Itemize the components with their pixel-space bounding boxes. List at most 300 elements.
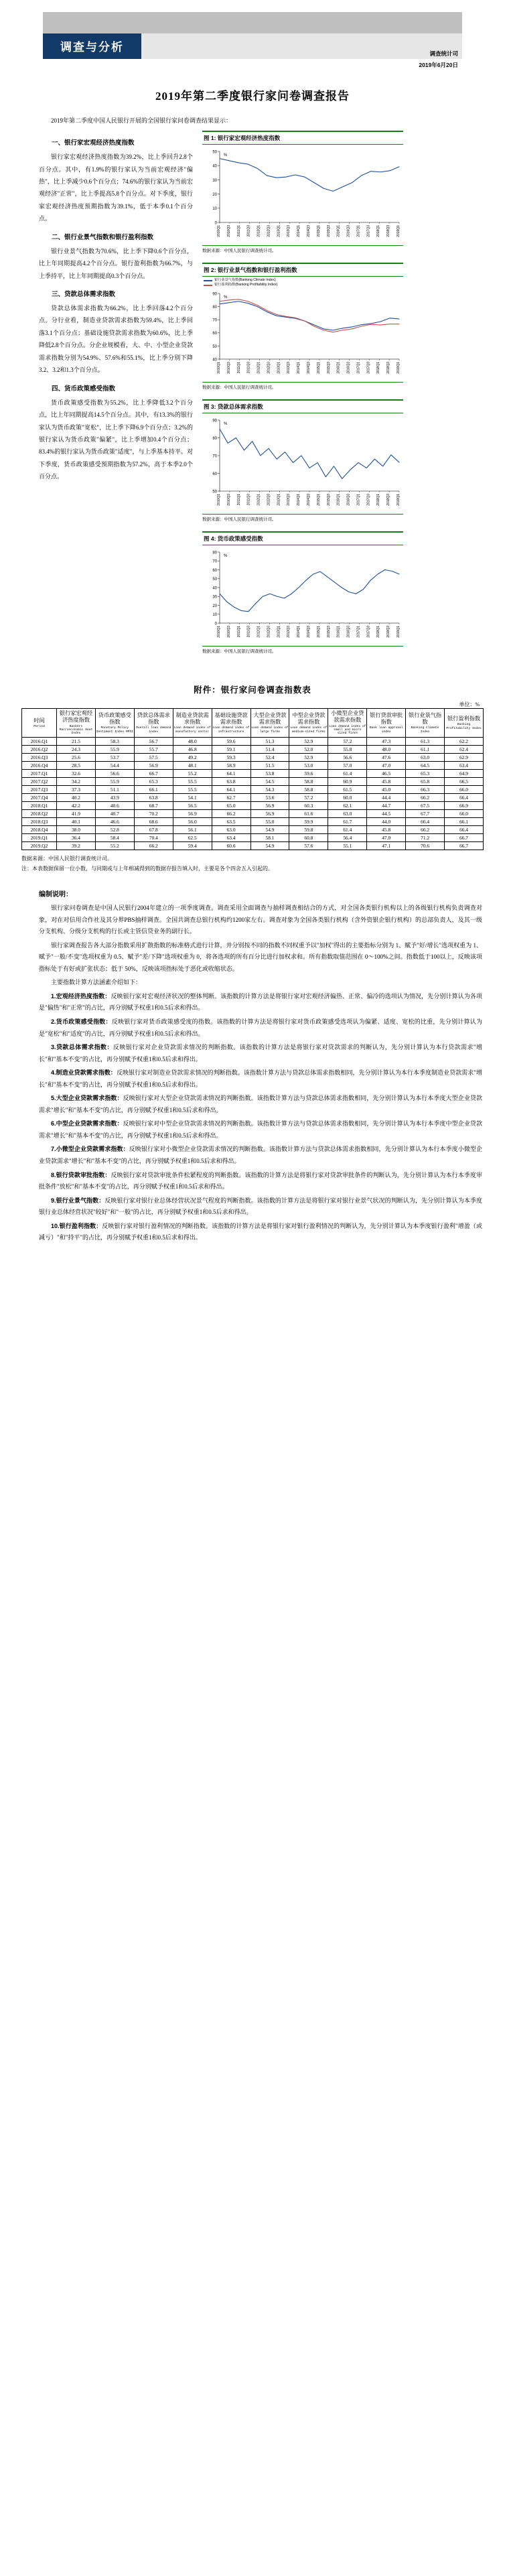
table-cell-value: 56.7 xyxy=(134,737,173,745)
table-cell-value: 58.4 xyxy=(95,833,134,841)
explanation-item-title: 5.大型企业贷款需求指数： xyxy=(51,1095,123,1102)
table-cell-value: 57.2 xyxy=(328,737,367,745)
col-label-cn: 货币政策感受指数 xyxy=(98,711,131,726)
table-cell-value: 40.6 xyxy=(95,801,134,809)
table-cell-period: 2018.Q4 xyxy=(22,825,57,833)
col-label-en: Overall loan demand index xyxy=(136,726,171,734)
table-cell-value: 44.0 xyxy=(367,817,406,825)
table-cell-value: 61.3 xyxy=(406,737,445,745)
table-cell-value: 40.1 xyxy=(57,817,96,825)
svg-text:2017Q3: 2017Q3 xyxy=(366,225,371,237)
svg-text:2010Q3: 2010Q3 xyxy=(226,494,231,506)
svg-text:2018Q1: 2018Q1 xyxy=(376,362,381,374)
svg-text:2018Q1: 2018Q1 xyxy=(376,494,381,506)
table-cell-value: 55.8 xyxy=(328,745,367,753)
table-cell-value: 52.9 xyxy=(289,753,328,761)
table-cell-value: 66.2 xyxy=(406,793,445,801)
section-heading-1: 一、银行家宏观经济热度指数 xyxy=(52,139,135,147)
index-table-col-8 xyxy=(328,709,367,738)
index-table-col-6 xyxy=(250,709,289,738)
svg-text:2015Q3: 2015Q3 xyxy=(326,494,331,506)
table-cell-value: 58.3 xyxy=(95,737,134,745)
figure-2-chart xyxy=(202,288,403,382)
svg-text:2013Q1: 2013Q1 xyxy=(277,362,281,374)
figure-4-caption: 图 4: 货币政策感受指数 xyxy=(202,533,403,545)
figure-3-chart xyxy=(202,413,403,514)
explanation-item-text: 反映银行家对大型企业贷款需求情况的判断指数。该指数计算方法与贷款总体需求指数相同，先分别计算认为本行本季度大型企业贷款需求"增长"和"基本不变"的占比，再分别赋予权重1和0.5后求和得出。 xyxy=(39,1095,482,1113)
col-label-cn: 中型企业贷款需求指数 xyxy=(292,711,326,726)
table-cell-value: 60.8 xyxy=(289,833,328,841)
table-cell-period: 2018.Q3 xyxy=(22,817,57,825)
table-cell-value: 55.9 xyxy=(95,777,134,785)
svg-text:2015Q1: 2015Q1 xyxy=(316,362,321,374)
svg-text:70: 70 xyxy=(212,559,217,564)
col-label-cn: 时间 xyxy=(33,717,45,724)
table-note-remark: 注：本表数据保留一位小数，与同期或与上年相减得到的数据存报告填入时，主要是各个四舍五入引起的。 xyxy=(21,866,273,872)
table-cell-value: 47.1 xyxy=(367,841,406,850)
svg-text:2018Q3: 2018Q3 xyxy=(386,626,391,638)
svg-text:2017Q1: 2017Q1 xyxy=(356,225,361,237)
svg-text:2010Q3: 2010Q3 xyxy=(226,225,231,237)
svg-text:80: 80 xyxy=(212,551,217,555)
svg-text:60: 60 xyxy=(212,332,217,336)
table-cell-value: 66.9 xyxy=(445,801,484,809)
figure-2 xyxy=(202,263,403,390)
section-heading-4: 四、货币政策感受指数 xyxy=(52,385,116,393)
svg-text:2016Q1: 2016Q1 xyxy=(336,626,341,638)
table-cell-value: 51.3 xyxy=(250,737,289,745)
report-body xyxy=(0,115,505,663)
table-cell-value: 46.6 xyxy=(95,817,134,825)
table-cell-value: 40.2 xyxy=(57,793,96,801)
explanation-item-4 xyxy=(39,1067,482,1091)
svg-text:2015Q3: 2015Q3 xyxy=(326,626,331,638)
table-cell-value: 55.7 xyxy=(134,745,173,753)
svg-text:%: % xyxy=(224,554,228,559)
svg-text:2011Q3: 2011Q3 xyxy=(246,225,251,237)
table-cell-value: 59.1 xyxy=(212,745,250,753)
figure-column xyxy=(202,131,403,663)
svg-text:2017Q1: 2017Q1 xyxy=(356,626,361,638)
svg-text:2018Q1: 2018Q1 xyxy=(376,626,381,638)
col-label-cn: 小微型企业贷款需求指数 xyxy=(331,710,364,724)
svg-text:2013Q3: 2013Q3 xyxy=(287,225,291,237)
table-cell-value: 45.8 xyxy=(367,825,406,833)
report-page xyxy=(0,0,505,1260)
figure-1-caption: 图 1: 银行家宏观经济热度指数 xyxy=(202,132,403,145)
figure-1-source: 数据来源：中国人民银行调查统计司。 xyxy=(202,245,403,253)
svg-text:2013Q3: 2013Q3 xyxy=(287,494,291,506)
svg-text:2017Q3: 2017Q3 xyxy=(366,626,371,638)
svg-text:80: 80 xyxy=(212,306,217,310)
explanation-item-title: 6.中型企业贷款需求指数： xyxy=(51,1120,123,1128)
svg-text:2012Q3: 2012Q3 xyxy=(267,225,271,237)
table-cell-value: 61.7 xyxy=(328,817,367,825)
svg-text:2015Q1: 2015Q1 xyxy=(316,225,321,237)
explanation-section xyxy=(0,888,505,1244)
section-heading-3: 三、贷款总体需求指数 xyxy=(52,291,116,299)
table-cell-value: 66.1 xyxy=(445,817,484,825)
figure-1 xyxy=(202,131,403,253)
explanation-item-list xyxy=(39,991,482,1244)
table-cell-value: 68.7 xyxy=(134,801,173,809)
table-cell-value: 37.3 xyxy=(57,785,96,793)
table-cell-value: 60.9 xyxy=(328,777,367,785)
svg-text:2016Q3: 2016Q3 xyxy=(346,225,351,237)
explanation-item-title: 9.银行业景气指数： xyxy=(51,1197,105,1204)
svg-text:2016Q1: 2016Q1 xyxy=(336,494,341,506)
table-cell-value: 36.4 xyxy=(57,833,96,841)
explanation-item-text: 反映银行家对制造业贷款需求情况的判断指数。该指数计算方法与贷款总体需求指数相同，先分别计算认为本行本季度制造业贷款需求"增长"和"基本不变"的占比，再分别赋予权重1和0.5后求和得出。 xyxy=(39,1069,482,1088)
index-table-col-5 xyxy=(212,709,250,738)
table-cell-value: 65.0 xyxy=(212,801,250,809)
figure-2-caption: 图 2: 银行业景气指数和银行盈利指数 xyxy=(202,264,403,277)
table-cell-value: 66.4 xyxy=(445,793,484,801)
svg-text:2017Q1: 2017Q1 xyxy=(356,362,361,374)
table-notes xyxy=(21,854,484,874)
table-cell-value: 70.4 xyxy=(134,833,173,841)
svg-text:2013Q1: 2013Q1 xyxy=(277,626,281,638)
table-cell-value: 59.3 xyxy=(212,753,250,761)
table-cell-value: 51.1 xyxy=(95,785,134,793)
explanation-item-6 xyxy=(39,1118,482,1142)
col-label-cn: 制造业贷款需求指数 xyxy=(175,711,209,726)
table-cell-value: 60.0 xyxy=(328,793,367,801)
table-cell-value: 38.0 xyxy=(57,825,96,833)
svg-text:2014Q3: 2014Q3 xyxy=(307,626,311,638)
section-paragraph-3: 贷款总体需求指数为66.2%，比上季回落4.2个百分点。分行业看，制造业贷款需求指数为59.4%，比上季回落3.1个百分点；基础设施贷款需求指数为60.6%，比上季降低2.8个百分点。分企业规模看，大、中、小型企业贷款需求指数分别为54.9%、57.6%和55.1%，比上季分别下降3.2、3.2和1.3个百分点。 xyxy=(39,305,193,374)
table-row xyxy=(22,737,484,745)
col-label-en: Loan demand index of manufactory sector xyxy=(173,726,211,734)
svg-text:10: 10 xyxy=(212,207,217,212)
col-label-en: Bankers Macroeconomic Heat Index xyxy=(59,724,93,736)
svg-text:2012Q3: 2012Q3 xyxy=(267,626,271,638)
table-cell-value: 67.7 xyxy=(406,809,445,817)
svg-text:70: 70 xyxy=(212,318,217,323)
explanation-item-text: 反映银行家对中型企业贷款需求情况的判断指数。该指数计算方法与贷款总体需求指数相同，先分别计算认为本行本季度中型企业贷款需求"增长"和"基本不变"的占比，再分别赋予权重1和0.5后求和得出。 xyxy=(39,1120,482,1139)
svg-text:2010Q1: 2010Q1 xyxy=(217,225,221,237)
table-cell-period: 2017.Q2 xyxy=(22,777,57,785)
explanation-item-title: 7.小微型企业贷款需求指数： xyxy=(51,1146,129,1153)
table-cell-value: 70.6 xyxy=(406,841,445,850)
section-heading-2: 二、银行业景气指数和银行盈利指数 xyxy=(52,233,154,241)
svg-text:2011Q3: 2011Q3 xyxy=(246,362,251,374)
table-cell-value: 55.0 xyxy=(250,817,289,825)
svg-text:2014Q1: 2014Q1 xyxy=(297,225,301,237)
svg-text:2011Q1: 2011Q1 xyxy=(236,225,241,237)
table-cell-value: 62.1 xyxy=(328,801,367,809)
table-cell-period: 2019.Q1 xyxy=(22,833,57,841)
table-cell-value: 60.6 xyxy=(212,841,250,850)
index-table-col-0 xyxy=(22,709,57,738)
svg-text:2019Q1: 2019Q1 xyxy=(396,626,401,638)
text-column xyxy=(39,131,193,486)
svg-text:2012Q1: 2012Q1 xyxy=(257,362,261,374)
table-cell-value: 66.7 xyxy=(445,841,484,850)
svg-text:2018Q3: 2018Q3 xyxy=(386,494,391,506)
table-cell-value: 63.0 xyxy=(406,753,445,761)
index-table-col-2 xyxy=(95,709,134,738)
table-cell-value: 21.5 xyxy=(57,737,96,745)
two-column-layout xyxy=(39,131,482,663)
table-cell-value: 62.4 xyxy=(445,745,484,753)
table-cell-value: 52.8 xyxy=(95,825,134,833)
table-cell-value: 47.0 xyxy=(367,761,406,769)
table-cell-value: 44.7 xyxy=(367,801,406,809)
table-cell-value: 62.2 xyxy=(445,737,484,745)
table-cell-value: 63.0 xyxy=(328,809,367,817)
table-cell-value: 56.5 xyxy=(173,801,212,809)
col-label-en: Monetary Policy Sentiment Index MPSI xyxy=(96,726,133,734)
table-row xyxy=(22,769,484,777)
svg-text:%: % xyxy=(224,295,228,300)
masthead xyxy=(0,0,505,69)
table-cell-value: 54.5 xyxy=(250,777,289,785)
table-cell-value: 52.0 xyxy=(289,745,328,753)
table-cell-value: 64.9 xyxy=(445,769,484,777)
table-cell-value: 64.1 xyxy=(212,785,250,793)
table-cell-value: 55.2 xyxy=(173,769,212,777)
table-cell-value: 54.4 xyxy=(95,761,134,769)
explanation-item-9 xyxy=(39,1195,482,1219)
svg-text:50: 50 xyxy=(212,150,217,155)
explanation-item-8 xyxy=(39,1170,482,1193)
svg-text:2015Q3: 2015Q3 xyxy=(326,225,331,237)
table-cell-value: 28.5 xyxy=(57,761,96,769)
explanation-item-title: 2.货币政策感受指数： xyxy=(51,1018,112,1025)
masthead-banner-block xyxy=(43,12,462,33)
table-cell-value: 54.3 xyxy=(250,785,289,793)
explanation-item-5 xyxy=(39,1093,482,1116)
table-cell-value: 56.6 xyxy=(328,753,367,761)
svg-text:%: % xyxy=(224,422,228,427)
col-label-en: Banking Climate Index xyxy=(411,726,439,734)
table-cell-value: 63.8 xyxy=(134,793,173,801)
table-cell-period: 2017.Q1 xyxy=(22,769,57,777)
table-cell-value: 52.4 xyxy=(250,753,289,761)
explanation-list-heading: 主要指数计算方法涵素介绍如下： xyxy=(51,979,142,986)
table-cell-period: 2016.Q3 xyxy=(22,753,57,761)
svg-text:2012Q1: 2012Q1 xyxy=(257,626,261,638)
col-label-cn: 银行盈利指数 xyxy=(447,715,481,722)
table-cell-value: 54.9 xyxy=(250,841,289,850)
masthead-organization: 调查统计司 xyxy=(429,50,458,57)
figure-4-plot xyxy=(202,545,403,646)
explanation-item-text: 反映银行家对银行盈利情况的判断指数。该指数的计算方法是将银行家对银行盈利情况的判断认为，先分别计算认为本季度银行盈利"增盈（或减亏）"和"持平"的占比，再分别赋予权重1和0.5后求和得出。 xyxy=(39,1222,482,1241)
table-cell-value: 59.8 xyxy=(289,825,328,833)
table-cell-value: 44.5 xyxy=(367,809,406,817)
explanation-item-text: 反映银行家对贷款审批条件松紧程度的判断指数。该指数的计算方法是将银行家对贷款审批条件的判断认为，先分别计算认为本行本季度审批条件"放松"和"基本不变"的占比，再分别赋予权重1和0.5后求和得出。 xyxy=(39,1171,482,1191)
table-cell-value: 63.4 xyxy=(445,761,484,769)
svg-text:20: 20 xyxy=(212,604,217,609)
table-cell-value: 58.1 xyxy=(250,833,289,841)
svg-text:2016Q3: 2016Q3 xyxy=(346,494,351,506)
table-cell-value: 56.9 xyxy=(173,809,212,817)
svg-text:50: 50 xyxy=(212,490,217,494)
table-cell-value: 47.0 xyxy=(367,833,406,841)
masthead-date: 2019年6月20日 xyxy=(419,62,458,68)
table-cell-value: 47.6 xyxy=(367,753,406,761)
figure-3-plot xyxy=(202,413,403,514)
table-cell-value: 65.8 xyxy=(406,777,445,785)
col-label-en: Loan demand index of small and micro sized firms xyxy=(329,724,366,736)
figure-1-chart xyxy=(202,145,403,245)
table-cell-value: 48.0 xyxy=(173,737,212,745)
explanation-item-title: 4.制造业贷款需求指数： xyxy=(51,1069,117,1077)
table-cell-value: 66.1 xyxy=(134,785,173,793)
table-cell-value: 65.3 xyxy=(134,777,173,785)
table-cell-value: 25.6 xyxy=(57,753,96,761)
svg-text:2012Q1: 2012Q1 xyxy=(257,494,261,506)
svg-text:60: 60 xyxy=(212,472,217,477)
table-cell-value: 54.1 xyxy=(173,793,212,801)
explanation-item-1 xyxy=(39,991,482,1014)
table-cell-value: 66.0 xyxy=(445,785,484,793)
explanation-paragraph-2: 银行家调查报告各大部分指数采用扩散指数的标准格式进行计算，并分别按不同的指数不同权重予以"加权"得出的主要指标分别为 1、赋予"好/增长"选项权重为 1、赋予"一般/不变"选项权重为 0.5、赋予"差/下降"选项权重为 0，将各选项的所有百分比进行加权求和。所有指数取值范围在 0～100%之间。指数低于100以上，反映该项指标处于有好或扩张状态；低于 50%，反映该项指标处于恶化或收缩状态。 xyxy=(39,941,482,972)
svg-text:2016Q1: 2016Q1 xyxy=(336,362,341,374)
figure-2-plot xyxy=(202,288,403,382)
table-cell-value: 24.3 xyxy=(57,745,96,753)
svg-text:2014Q1: 2014Q1 xyxy=(297,362,301,374)
svg-text:2013Q1: 2013Q1 xyxy=(277,494,281,506)
svg-text:0: 0 xyxy=(214,221,217,226)
explanation-item-title: 10.银行盈利指数： xyxy=(51,1222,102,1229)
legend-swatch-profit xyxy=(204,285,212,286)
table-cell-value: 71.2 xyxy=(406,833,445,841)
svg-text:90: 90 xyxy=(212,419,217,423)
figure-4 xyxy=(202,531,403,654)
table-row xyxy=(22,793,484,801)
table-cell-value: 40.7 xyxy=(95,809,134,817)
table-cell-value: 63.8 xyxy=(212,777,250,785)
explanation-heading: 编制说明： xyxy=(39,891,72,899)
svg-text:2010Q1: 2010Q1 xyxy=(217,626,221,638)
svg-text:70: 70 xyxy=(212,454,217,459)
table-cell-value: 57.0 xyxy=(328,761,367,769)
table-row xyxy=(22,825,484,833)
table-row xyxy=(22,801,484,809)
table-cell-value: 65.3 xyxy=(406,769,445,777)
table-cell-value: 49.2 xyxy=(173,753,212,761)
svg-text:2010Q3: 2010Q3 xyxy=(226,626,231,638)
table-row xyxy=(22,785,484,793)
svg-text:0: 0 xyxy=(214,622,217,626)
table-cell-value: 60.3 xyxy=(289,801,328,809)
section-paragraph-2: 银行业景气指数为70.6%，比上季下降0.6个百分点，比上年同期提高4.2个百分点。银行盈利指数为66.7%，与上季持平，比上年同期提高0.3个百分点。 xyxy=(39,247,193,279)
table-cell-value: 47.3 xyxy=(367,737,406,745)
svg-text:30: 30 xyxy=(212,595,217,600)
table-cell-value: 58.9 xyxy=(212,761,250,769)
index-table-body xyxy=(22,737,484,850)
col-label-cn: 银行家宏观经济热度指数 xyxy=(59,710,93,724)
svg-text:2018Q3: 2018Q3 xyxy=(386,225,391,237)
table-cell-value: 61.4 xyxy=(328,769,367,777)
table-cell-value: 56.4 xyxy=(328,833,367,841)
figure-4-chart xyxy=(202,545,403,646)
svg-text:2010Q3: 2010Q3 xyxy=(226,362,231,374)
table-unit-label: 单位：% xyxy=(459,701,480,708)
table-cell-value: 57.5 xyxy=(134,753,173,761)
table-cell-value: 53.8 xyxy=(250,769,289,777)
col-label-en: Bank loan approval index xyxy=(369,726,403,734)
table-cell-period: 2018.Q2 xyxy=(22,809,57,817)
table-row xyxy=(22,761,484,769)
svg-text:2014Q3: 2014Q3 xyxy=(307,494,311,506)
svg-text:2016Q3: 2016Q3 xyxy=(346,626,351,638)
table-cell-value: 42.2 xyxy=(57,801,96,809)
svg-text:2012Q1: 2012Q1 xyxy=(257,225,261,237)
table-cell-value: 63.5 xyxy=(212,817,250,825)
svg-text:90: 90 xyxy=(212,292,217,297)
explanation-item-text: 反映银行家对银行业总体经营状况景气程度的判断指数。该指数的计算方法是将银行家对银行业景气状况的判断认为，先分别计算认为本季度银行业总体经营状况"较好"和"一般"的占比，再分别赋予权重1和0.5后求和得出。 xyxy=(39,1197,482,1216)
table-cell-value: 66.4 xyxy=(445,825,484,833)
index-table-col-1 xyxy=(57,709,96,738)
col-label-en: Loan demand index of large firms xyxy=(251,726,289,734)
svg-text:2017Q3: 2017Q3 xyxy=(366,362,371,374)
figure-1-plot xyxy=(202,145,403,245)
table-cell-value: 67.5 xyxy=(406,801,445,809)
table-row xyxy=(22,809,484,817)
table-cell-value: 57.6 xyxy=(289,841,328,850)
table-cell-value: 59.6 xyxy=(289,769,328,777)
table-cell-value: 48.1 xyxy=(173,761,212,769)
table-cell-value: 56.1 xyxy=(173,825,212,833)
table-cell-value: 56.9 xyxy=(250,809,289,817)
table-cell-value: 66.7 xyxy=(134,769,173,777)
legend-label-climate: 银行业景气指数(Banking Climate Index) xyxy=(214,278,276,283)
svg-text:2017Q3: 2017Q3 xyxy=(366,494,371,506)
index-table-col-3 xyxy=(134,709,173,738)
explanation-item-text: 反映银行家对企业贷款需求情况的判断指数。该指数的计算方法是将银行家对贷款需求的判断认为，先分别计算认为本行贷款需求"增长"和"基本不变"的占比，再分别赋予权重1和0.5后求和得出。 xyxy=(39,1044,482,1063)
svg-text:2010Q1: 2010Q1 xyxy=(217,494,221,506)
table-cell-period: 2019.Q2 xyxy=(22,841,57,850)
table-cell-value: 53.0 xyxy=(289,761,328,769)
table-cell-value: 66.2 xyxy=(212,809,250,817)
figure-3-caption: 图 3: 贷款总体需求指数 xyxy=(202,401,403,413)
svg-text:2014Q1: 2014Q1 xyxy=(297,494,301,506)
table-row xyxy=(22,753,484,761)
table-cell-value: 59.9 xyxy=(289,817,328,825)
table-cell-value: 34.2 xyxy=(57,777,96,785)
table-cell-value: 56.9 xyxy=(134,761,173,769)
explanation-item-title: 1.宏观经济热度指数： xyxy=(51,992,111,1000)
table-cell-value: 67.8 xyxy=(134,825,173,833)
table-cell-value: 56.9 xyxy=(250,801,289,809)
table-cell-value: 68.6 xyxy=(134,817,173,825)
table-cell-value: 62.9 xyxy=(445,753,484,761)
legend-label-profit: 银行盈利指数(Banking Profitability Index) xyxy=(214,283,278,287)
table-cell-value: 32.6 xyxy=(57,769,96,777)
explanation-item-text: 反映银行家对宏观经济状况的整体判断。该指数的计算方法是将银行家对宏观经济偏热、正常、偏冷的选项认为情况，先分别计算认为各项是"偏热"和"正常"的占比，再分别赋予权重1和0.5后求和得出。 xyxy=(39,992,482,1012)
table-cell-value: 64.5 xyxy=(406,761,445,769)
svg-text:2012Q3: 2012Q3 xyxy=(267,362,271,374)
table-note-source: 数据来源：中国人民银行调查统计司。 xyxy=(21,855,113,862)
table-cell-value: 53.6 xyxy=(250,793,289,801)
lead-paragraph: 2019年第二季度中国人民银行开展的全国银行家问卷调查结果显示： xyxy=(51,117,232,124)
svg-text:2016Q3: 2016Q3 xyxy=(346,362,351,374)
svg-text:40: 40 xyxy=(212,164,217,169)
svg-text:10: 10 xyxy=(212,613,217,618)
table-row xyxy=(22,777,484,785)
svg-text:2013Q1: 2013Q1 xyxy=(277,225,281,237)
col-label-cn: 银行贷款审批指数 xyxy=(370,711,403,726)
svg-text:2018Q1: 2018Q1 xyxy=(376,225,381,237)
table-cell-value: 66.7 xyxy=(445,833,484,841)
table-cell-period: 2016.Q4 xyxy=(22,761,57,769)
table-cell-value: 70.2 xyxy=(134,809,173,817)
svg-text:30: 30 xyxy=(212,178,217,183)
table-cell-period: 2018.Q1 xyxy=(22,801,57,809)
